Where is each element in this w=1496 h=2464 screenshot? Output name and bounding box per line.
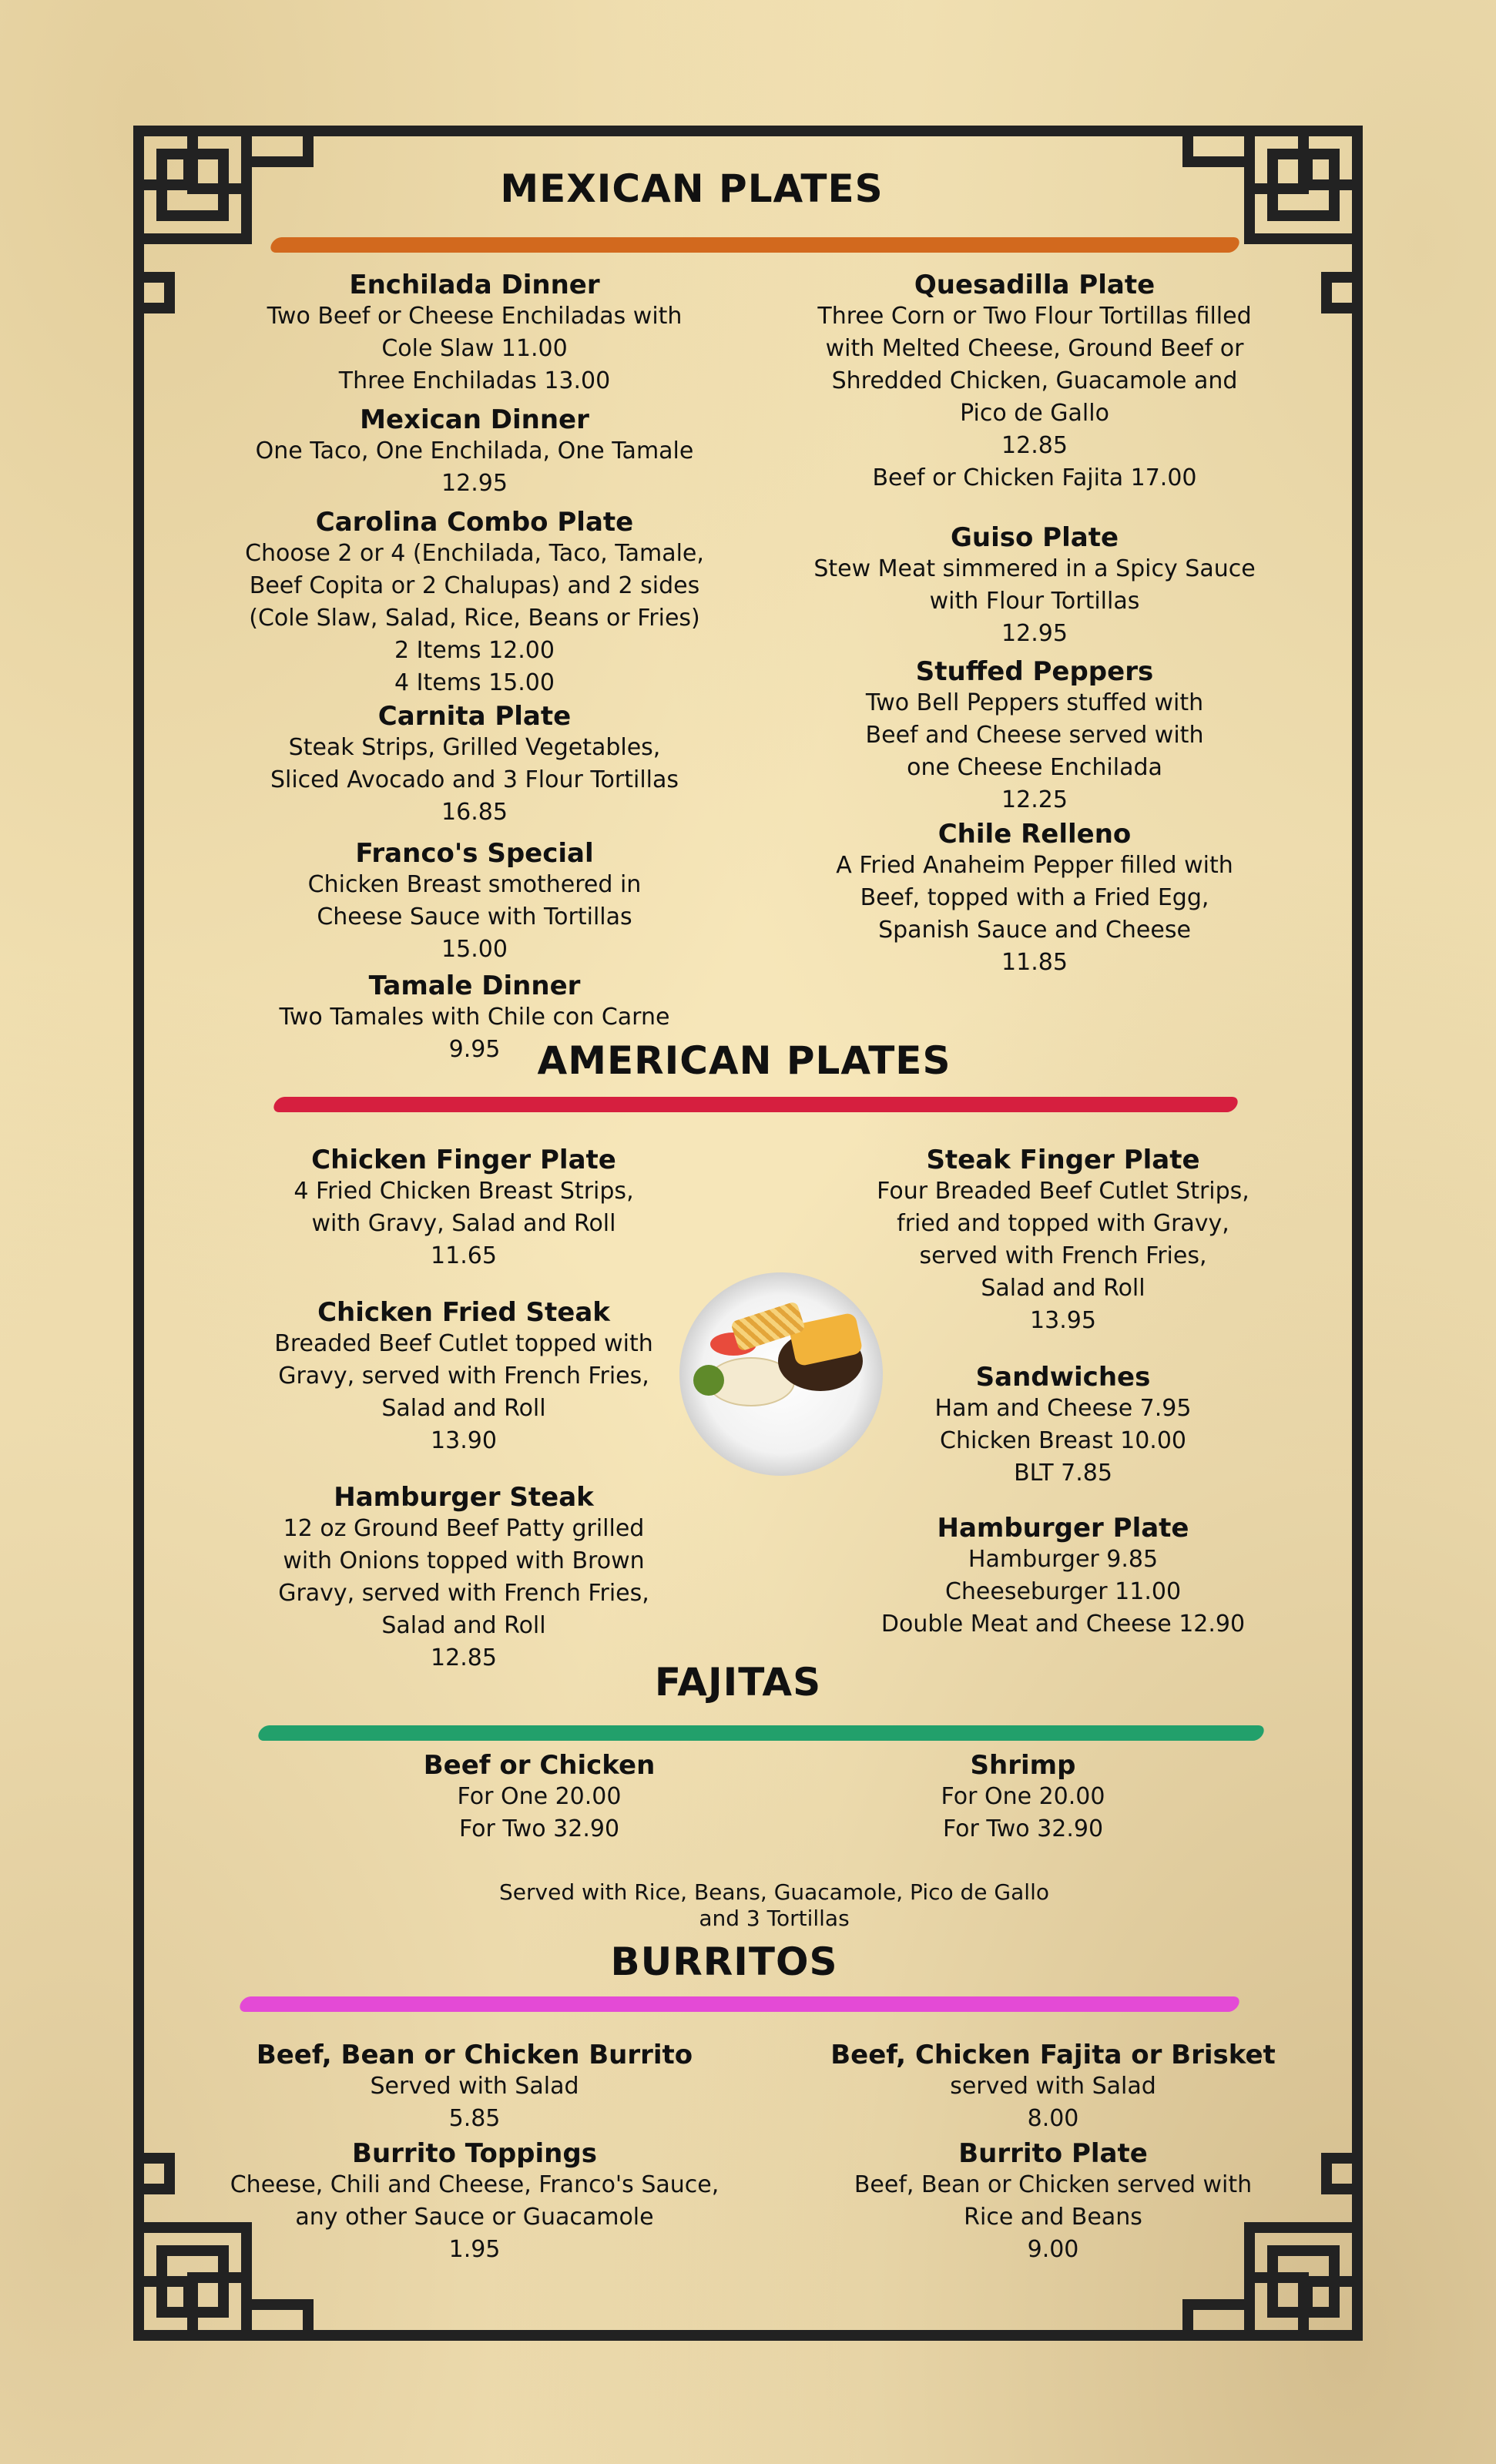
section-brush-burritos: [237, 1996, 1241, 2012]
menu-item-line: 8.00: [1027, 2105, 1079, 2132]
menu-item-title: Beef, Chicken Fajita or Brisket: [830, 2040, 1276, 2070]
menu-item-title: Burrito Plate: [958, 2138, 1148, 2169]
menu-item-line: Two Tamales with Chile con Carne: [279, 1004, 670, 1031]
menu-item-title: Chicken Fried Steak: [317, 1297, 610, 1328]
menu-item-line: Breaded Beef Cutlet topped with: [274, 1330, 653, 1357]
menu-item-line: Cole Slaw 11.00: [381, 335, 568, 362]
menu-item-title: Guiso Plate: [950, 522, 1119, 553]
menu-item-title: Chicken Finger Plate: [311, 1145, 616, 1175]
menu-item-title: Quesadilla Plate: [914, 270, 1156, 300]
menu-item-line: 12.95: [441, 470, 508, 497]
menu-item-line: Three Enchiladas 13.00: [338, 367, 611, 394]
menu-item-line: with Gravy, Salad and Roll: [311, 1210, 616, 1237]
menu-item-line: 11.65: [431, 1242, 497, 1269]
menu-item-line: 13.95: [1030, 1307, 1096, 1334]
menu-item-line: Ham and Cheese 7.95: [934, 1395, 1192, 1422]
menu-item-line: Salad and Roll: [381, 1395, 546, 1422]
menu-item-title: Carolina Combo Plate: [315, 507, 634, 538]
section-brush-mexican: [268, 237, 1241, 253]
menu-item-line: 4 Items 15.00: [394, 669, 555, 696]
menu-item-line: Three Corn or Two Flour Tortillas filled: [817, 303, 1252, 330]
menu-item-line: Gravy, served with French Fries,: [278, 1363, 649, 1390]
section-title-american: AMERICAN PLATES: [537, 1038, 951, 1083]
menu-item-line: Cheese Sauce with Tortillas: [317, 903, 632, 930]
section-brush-american: [271, 1097, 1239, 1112]
menu-item-line: For One 20.00: [941, 1783, 1105, 1810]
menu-item-title: Enchilada Dinner: [349, 270, 600, 300]
menu-item-line: (Cole Slaw, Salad, Rice, Beans or Fries): [249, 605, 700, 632]
menu-item-title: Hamburger Steak: [334, 1482, 594, 1513]
menu-item-line: Spanish Sauce and Cheese: [878, 917, 1191, 944]
menu-item-line: Cheeseburger 11.00: [944, 1578, 1182, 1605]
menu-item-line: Shredded Chicken, Guacamole and: [831, 367, 1238, 394]
menu-item-line: 12 oz Ground Beef Patty grilled: [283, 1515, 645, 1542]
menu-item-title: Chile Relleno: [938, 819, 1132, 850]
burger-plate-photo: [679, 1272, 883, 1476]
menu-item-line: For Two 32.90: [942, 1815, 1104, 1842]
menu-item-title: Stuffed Peppers: [915, 656, 1154, 687]
menu-item-line: 4 Fried Chicken Breast Strips,: [293, 1178, 634, 1205]
menu-item-line: 1.95: [448, 2236, 501, 2263]
menu-item-line: 16.85: [441, 799, 508, 826]
menu-item-line: Salad and Roll: [981, 1275, 1145, 1302]
menu-item-line: For One 20.00: [457, 1783, 622, 1810]
menu-item-line: 12.25: [1001, 786, 1068, 813]
menu-item-line: served with Salad: [950, 2073, 1156, 2100]
menu-item-title: Beef or Chicken: [423, 1750, 656, 1781]
menu-item-line: For Two 32.90: [458, 1815, 620, 1842]
menu-item-line: any other Sauce or Guacamole: [295, 2204, 654, 2231]
menu-item-line: Sliced Avocado and 3 Flour Tortillas: [270, 766, 679, 793]
menu-item-title: Beef, Bean or Chicken Burrito: [256, 2040, 693, 2070]
section-title-fajitas: FAJITAS: [654, 1660, 822, 1705]
menu-item-title: Mexican Dinner: [360, 404, 589, 435]
menu-item-title: Burrito Toppings: [352, 2138, 597, 2169]
menu-item-line: Cheese, Chili and Cheese, Franco's Sauce,: [230, 2171, 719, 2198]
menu-item-line: Gravy, served with French Fries,: [278, 1580, 649, 1607]
menu-item-line: Beef and Cheese served with: [865, 722, 1204, 749]
menu-item-line: 15.00: [441, 936, 508, 963]
fajitas-note-line: Served with Rice, Beans, Guacamole, Pico de Gallo: [499, 1879, 1049, 1905]
menu-item-line: Stew Meat simmered in a Spicy Sauce: [813, 555, 1256, 582]
menu-item-line: Beef or Chicken Fajita 17.00: [872, 464, 1197, 491]
menu-item-line: Double Meat and Cheese 12.90: [880, 1611, 1246, 1638]
menu-item-line: Rice and Beans: [964, 2204, 1142, 2231]
menu-item-line: Pico de Gallo: [960, 400, 1109, 427]
menu-item-title: Tamale Dinner: [368, 971, 581, 1001]
menu-item-title: Hamburger Plate: [937, 1513, 1189, 1544]
menu-item-line: fried and topped with Gravy,: [897, 1210, 1229, 1237]
section-title-burritos: BURRITOS: [610, 1939, 838, 1984]
menu-item-line: one Cheese Enchilada: [907, 754, 1162, 781]
menu-item-line: 12.85: [1001, 432, 1068, 459]
menu-item-line: 13.90: [431, 1427, 497, 1454]
menu-item-line: Beef, topped with a Fried Egg,: [860, 884, 1209, 911]
menu-item-line: 12.85: [431, 1644, 497, 1671]
menu-item-line: Beef, Bean or Chicken served with: [854, 2171, 1253, 2198]
menu-item-title: Carnita Plate: [377, 701, 572, 732]
menu-item-title: Sandwiches: [975, 1362, 1151, 1393]
menu-item-line: Two Beef or Cheese Enchiladas with: [267, 303, 683, 330]
menu-item-line: Two Bell Peppers stuffed with: [865, 689, 1204, 716]
menu-item-line: 11.85: [1001, 949, 1068, 976]
menu-item-line: A Fried Anaheim Pepper filled with: [836, 852, 1233, 879]
menu-item-line: 12.95: [1001, 620, 1068, 647]
menu-item-line: Salad and Roll: [381, 1612, 546, 1639]
menu-item-line: BLT 7.85: [1014, 1460, 1112, 1487]
menu-item-line: with Flour Tortillas: [929, 588, 1140, 615]
menu-item-line: One Taco, One Enchilada, One Tamale: [255, 437, 694, 464]
menu-item-title: Franco's Special: [355, 838, 594, 869]
fajitas-note-line: and 3 Tortillas: [699, 1906, 850, 1931]
section-title-mexican: MEXICAN PLATES: [500, 166, 884, 211]
menu-item-line: Beef Copita or 2 Chalupas) and 2 sides: [249, 572, 700, 599]
menu-item-line: 5.85: [448, 2105, 501, 2132]
menu-item-line: with Onions topped with Brown: [283, 1547, 645, 1574]
menu-item-line: Steak Strips, Grilled Vegetables,: [288, 734, 661, 761]
menu-item-line: 9.95: [448, 1036, 501, 1063]
menu-item-line: Hamburger 9.85: [968, 1546, 1159, 1573]
section-brush-fajitas: [256, 1725, 1266, 1741]
menu-item-line: Served with Salad: [370, 2073, 579, 2100]
menu-item-line: served with French Fries,: [919, 1242, 1207, 1269]
menu-item-line: 2 Items 12.00: [394, 637, 555, 664]
menu-item-line: 9.00: [1027, 2236, 1079, 2263]
menu-item-line: Four Breaded Beef Cutlet Strips,: [877, 1178, 1249, 1205]
menu-item-line: Chicken Breast 10.00: [939, 1427, 1187, 1454]
menu-item-title: Shrimp: [970, 1750, 1076, 1781]
menu-item-line: with Melted Cheese, Ground Beef or: [825, 335, 1244, 362]
menu-item-line: Choose 2 or 4 (Enchilada, Taco, Tamale,: [245, 540, 704, 567]
menu-item-title: Steak Finger Plate: [926, 1145, 1200, 1175]
menu-item-line: Chicken Breast smothered in: [307, 871, 642, 898]
